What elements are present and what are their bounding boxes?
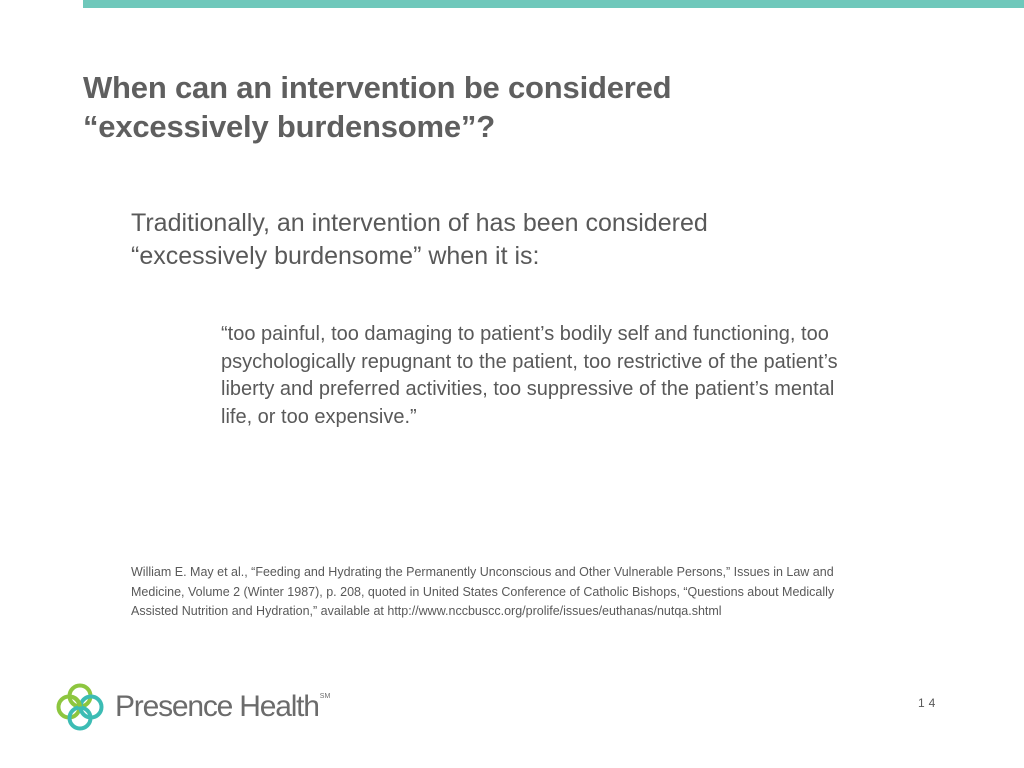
quote-line-4: life, or too expensive.”	[221, 405, 417, 428]
slide-title-line-1: When can an intervention be considered	[83, 70, 672, 105]
citation-line-2: Medicine, Volume 2 (Winter 1987), p. 208, quoted in United States Conference of Catholic Bishops, “Questions about Medically	[131, 584, 835, 599]
page-number: 14	[918, 696, 940, 710]
citation	[131, 563, 941, 622]
quote-line-2: psychologically repugnant to the patient, too restrictive of the patient’s	[221, 350, 838, 373]
slide-title	[83, 68, 843, 146]
interlocking-rings-logo-icon	[55, 682, 105, 732]
intro-text	[131, 207, 891, 273]
citation-line-1: William E. May et al., “Feeding and Hydrating the Permanently Unconscious and Other Vulnerable Persons,” Issues in Law and	[131, 565, 834, 579]
quote-block	[221, 321, 951, 431]
slide-title-line-2: “excessively burdensome”?	[83, 109, 495, 144]
presence-health-logo	[55, 681, 355, 733]
service-mark: SM	[319, 693, 331, 700]
citation-line-3: Assisted Nutrition and Hydration,” available at http://www.nccbuscc.org/prolife/issues/euthanas/nutqa.shtml	[131, 604, 722, 618]
logo-wordmark: Presence Health℠	[115, 690, 331, 723]
intro-line-2: “excessively burdensome” when it is:	[131, 242, 540, 270]
quote-line-1: “too painful, too damaging to patient’s bodily self and functioning, too	[221, 323, 829, 345]
intro-line-1: Traditionally, an intervention of has been considered	[131, 209, 708, 237]
top-accent-bar	[83, 0, 1024, 8]
quote-line-3: liberty and preferred activities, too suppressive of the patient’s mental	[221, 378, 835, 400]
